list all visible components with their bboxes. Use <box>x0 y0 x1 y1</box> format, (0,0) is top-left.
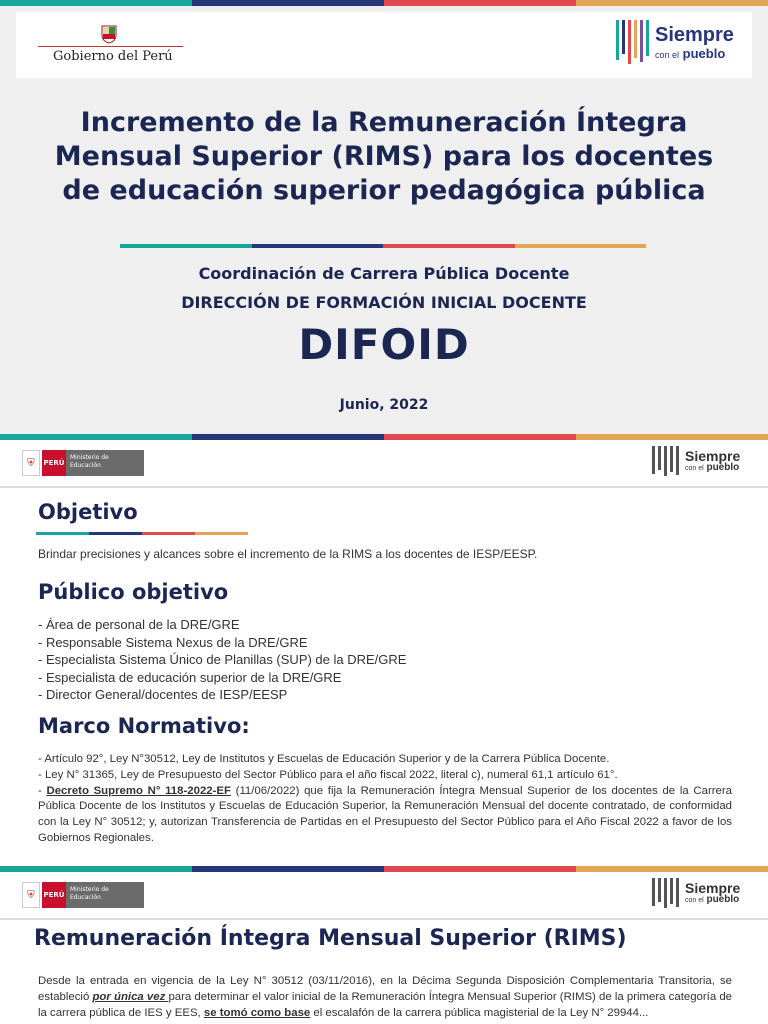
header-divider <box>0 918 768 920</box>
marco-heading: Marco Normativo: <box>38 714 250 738</box>
minedu-logo <box>22 882 144 908</box>
marco-line: - Artículo 92°, Ley N°30512, Ley de Institutos y Escuelas de Educación Superior y de la Carrera Pública Docente. <box>38 753 610 765</box>
list-item: - Especialista Sistema Único de Planillas (SUP) de la DRE/GRE <box>38 652 407 667</box>
gobierno-del-peru-logo <box>38 24 183 68</box>
difoid-acronym: DIFOID <box>298 320 470 369</box>
peru-shield-icon: ⛨ <box>22 882 40 908</box>
pueblo-label: pueblo <box>706 894 740 905</box>
ministry-label: Ministerio de Educación <box>66 450 144 476</box>
peru-crest-icon <box>100 24 118 44</box>
presentation-title: Incremento de la Remuneración Íntegra Mensual Superior (RIMS) para los docentes de educación superior pedagógica pública <box>54 107 714 206</box>
con-el-label: con el <box>685 897 704 904</box>
publico-list <box>38 616 406 704</box>
marco-line: - Ley N° 31365, Ley de Presupuesto del Sector Público para el año fiscal 2022, literal c), numeral 61,1 artículo 61°. <box>38 768 618 781</box>
siempre-con-el-pueblo-logo <box>652 446 740 476</box>
peru-shield-icon: ⛨ <box>22 450 40 476</box>
marco-decree-description: (11/06/2022) que fija la Remuneración Íntegra Mensual Superior de los docentes de la Carrera Pública Docente de los Institutos y Escuelas de Educación Superior, la Remuneración Mensual del docente contratado, de conformidad con la Ley N° 30512; y, autorizan Transferencia de Partidas en el Presupuesto del Sector Público para el Año Fiscal 2022 a favor de los Gobiernos Regionales. <box>38 784 732 844</box>
gobierno-label: Gobierno del Perú <box>53 49 173 64</box>
siempre-bars-icon <box>652 878 679 908</box>
slide2-header <box>0 440 768 486</box>
rims-emphasis: por única vez <box>92 990 169 1003</box>
con-el-label: con el <box>685 465 704 472</box>
pueblo-label: pueblo <box>706 462 740 473</box>
con-el-label: con el <box>655 49 680 60</box>
rims-slide <box>0 866 768 1024</box>
title-color-rule <box>120 244 646 248</box>
siempre-con-el-pueblo-logo <box>652 878 740 908</box>
objective-slide <box>0 434 768 866</box>
rims-body <box>38 974 732 1021</box>
list-item: - Área de personal de la DRE/GRE <box>38 617 240 632</box>
ministry-label: Ministerio de Educación <box>66 882 144 908</box>
coordination-subtitle: Coordinación de Carrera Pública Docente <box>198 264 570 283</box>
siempre-label: Siempre <box>685 880 741 896</box>
peru-label: PERÚ <box>42 882 66 908</box>
peru-label: PERÚ <box>42 450 66 476</box>
rims-text: para determinar el valor inicial de la Remuneración Íntegra Mensual Superior (RIMS) de la primera categoría de la carrera pública de IES y EES, <box>38 990 732 1019</box>
siempre-con-el-pueblo-logo <box>616 20 734 64</box>
direction-subtitle: DIRECCIÓN DE FORMACIÓN INICIAL DOCENTE <box>181 293 587 312</box>
header-divider <box>0 486 768 488</box>
marco-bullet: - <box>38 784 47 797</box>
top-color-stripe <box>0 0 768 6</box>
siempre-bars-icon <box>616 20 649 64</box>
rims-heading: Remuneración Íntegra Mensual Superior (RIMS) <box>34 926 627 951</box>
title-slide-header <box>16 12 752 78</box>
rims-text: el escalafón de la carrera pública magisterial de la Ley N° 29944... <box>310 1006 649 1019</box>
siempre-bars-icon <box>652 446 679 476</box>
list-item: - Director General/docentes de IESP/EESP <box>38 687 288 702</box>
publico-heading: Público objetivo <box>38 580 229 604</box>
marco-line <box>38 784 732 847</box>
title-slide <box>0 0 768 434</box>
rims-text: Desde la entrada en vigencia de la Ley N° 30512 (03/11/2016), en la Décima Segunda Disposición Complementaria Transitoria, se estableció <box>38 975 732 1003</box>
minedu-logo <box>22 450 144 476</box>
rims-bold-underline: se tomó como base <box>203 1006 311 1019</box>
objetivo-text: Brindar precisiones y alcances sobre el incremento de la RIMS a los docentes de IESP/EESP. <box>38 547 538 561</box>
siempre-label: Siempre <box>685 448 741 464</box>
presentation-date: Junio, 2022 <box>339 397 429 413</box>
objetivo-rule <box>36 532 248 535</box>
siempre-label: Siempre <box>655 23 734 46</box>
slide3-header <box>0 872 768 918</box>
pueblo-label: pueblo <box>682 45 726 61</box>
objetivo-heading: Objetivo <box>38 500 138 524</box>
marco-body <box>38 752 732 847</box>
list-item: - Especialista de educación superior de la DRE/GRE <box>38 669 342 685</box>
decree-link[interactable]: Decreto Supremo N° 118-2022-EF <box>46 784 231 797</box>
list-item: - Responsable Sistema Nexus de la DRE/GRE <box>38 634 308 650</box>
